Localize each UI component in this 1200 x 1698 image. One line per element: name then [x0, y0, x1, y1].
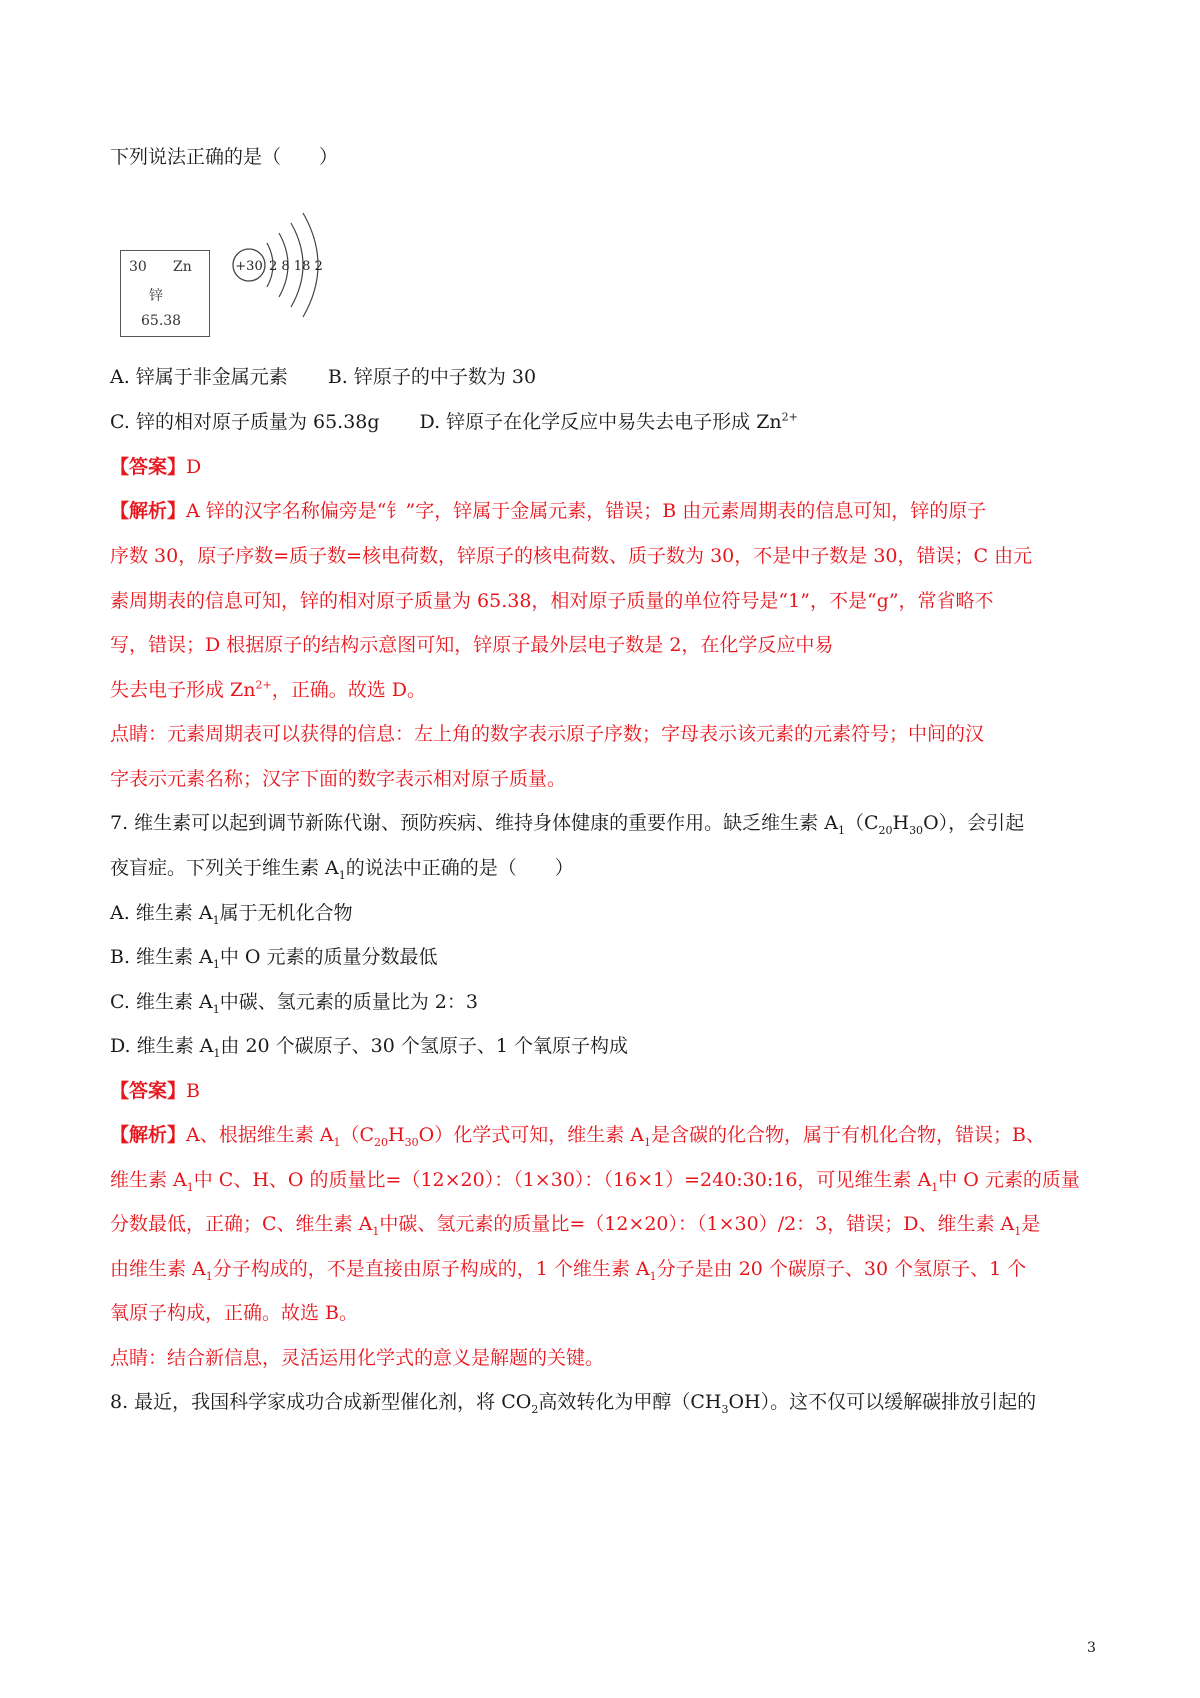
analysis-tag: 【解析】: [110, 1124, 187, 1146]
nucleus-charge: +30: [235, 259, 263, 274]
q6-option-a: A. 锌属于非金属元素: [110, 366, 288, 388]
element-card: [120, 250, 210, 337]
analysis-text: ，正确。故选 D。: [271, 679, 426, 701]
q7-option-d: D. 维生素 $A_1$由 20 个碳原子、30 个氢原子、1 个氧原子构成: [110, 1035, 629, 1060]
q6-tip-line-1: 点睛：元素周期表可以获得的信息：左上角的数字表示原子序数；字母表示该元素的元素符号；中间的汉: [110, 723, 985, 745]
q6-analysis-line-2: 序数 30，原子序数=质子数=核电荷数，锌原子的核电荷数、质子数为 30，不是中子数是 30，错误；C 由元: [110, 545, 1033, 567]
analysis-tag: 【解析】: [110, 500, 187, 522]
element-name: 锌: [149, 288, 163, 304]
page-number: 3: [1087, 1640, 1096, 1656]
q8-stem-line-1: 8. 最近，我国科学家成功合成新型催化剂，将 $CO_2$高效转化为甲醇$(CH_3OH)$。这不仅可以缓解碳排放引起的: [110, 1391, 1037, 1416]
q6-stem: 下列说法正确的是（ ）: [110, 146, 339, 168]
answer-tag: 【答案】: [110, 1080, 187, 1102]
atomic-number: 30: [129, 259, 147, 275]
atomic-mass: 65.38: [141, 313, 182, 329]
q7-tip: 点睛：结合新信息，灵活运用化学式的意义是解题的关键。: [110, 1347, 605, 1369]
q7-analysis-line-4: 由维生素 $A_1$分子构成的，不是直接由原子构成的，1 个维生素 $A_1$分子是由 20 个碳原子、30 个氢原子、1 个: [110, 1258, 1027, 1283]
q7-analysis-line-3: 分数最低，正确；C、维生素 $A_1$中碳、氢元素的质量比=（12×20）：（1×30）/2：3，错误；D、维生素 $A_1$是: [110, 1213, 1041, 1238]
q7-stem-line-2: 夜盲症。下列关于维生素 $A_1$的说法中正确的是（ ）: [110, 857, 574, 882]
q6-tip-line-2: 字表示元素名称；汉字下面的数字表示相对原子质量。: [110, 768, 567, 790]
q7-option-b: B. 维生素 $A_1$中 O 元素的质量分数最低: [110, 946, 438, 971]
q6-analysis-line-3: 素周期表的信息可知，锌的相对原子质量为 65.38，相对原子质量的单位符号是“1”，不是“g”，常省略不: [110, 590, 994, 612]
q6-options-ab: [110, 368, 536, 387]
answer-value: B: [186, 1080, 200, 1102]
electron-shells: 2 8 18 2: [269, 259, 323, 274]
zn-charge: 2+: [781, 410, 798, 424]
q6-analysis-line-1: [110, 502, 986, 521]
q7-answer: [110, 1082, 200, 1101]
atom-structure-diagram: [235, 208, 345, 338]
q6-analysis-line-4: 写，错误；D 根据原子的结构示意图可知，锌原子最外层电子数是 2，在化学反应中易: [110, 634, 834, 656]
analysis-text: A 锌的汉字名称偏旁是“钅”字，锌属于金属元素，错误；B 由元素周期表的信息可知，锌的原子: [186, 500, 987, 522]
q6-analysis-line-5: [110, 678, 426, 701]
q6-option-d: D. 锌原子在化学反应中易失去电子形成 Zn: [419, 411, 782, 433]
q7-option-a: A. 维生素 $A_1$属于无机化合物: [110, 902, 353, 927]
q7-analysis-line-2: 维生素 $A_1$中 C、H、O 的质量比=（12×20）：（1×30）：（16×1）=240:30:16，可见维生素 $A_1$中 O 元素的质量: [110, 1169, 1080, 1194]
q7-analysis-line-1: 【解析】A、根据维生素 $A_1(C_{20}H_{30}O)$化学式可知，维生素 $A_1$是含碳的化合物，属于有机化合物，错误；B、: [110, 1124, 1045, 1149]
q6-option-b: B. 锌原子的中子数为 30: [327, 366, 537, 388]
q6-options-cd: [110, 410, 798, 433]
q7-analysis-line-5: 氧原子构成，正确。故选 B。: [110, 1302, 359, 1324]
answer-value: D: [186, 456, 202, 478]
q6-option-c: C. 锌的相对原子质量为 65.38g: [110, 411, 380, 433]
q6-answer: [110, 458, 201, 477]
zn-charge: 2+: [255, 678, 272, 692]
q7-option-c: C. 维生素 $A_1$中碳、氢元素的质量比为 2：3: [110, 991, 478, 1016]
element-symbol: Zn: [173, 259, 192, 275]
answer-tag: 【答案】: [110, 456, 187, 478]
q7-stem-line-1: 7. 维生素可以起到调节新陈代谢、预防疾病、维持身体健康的重要作用。缺乏维生素 $A_1(C_{20}H_{30}O)$，会引起: [110, 812, 1025, 837]
analysis-text: 失去电子形成 Zn: [110, 679, 256, 701]
